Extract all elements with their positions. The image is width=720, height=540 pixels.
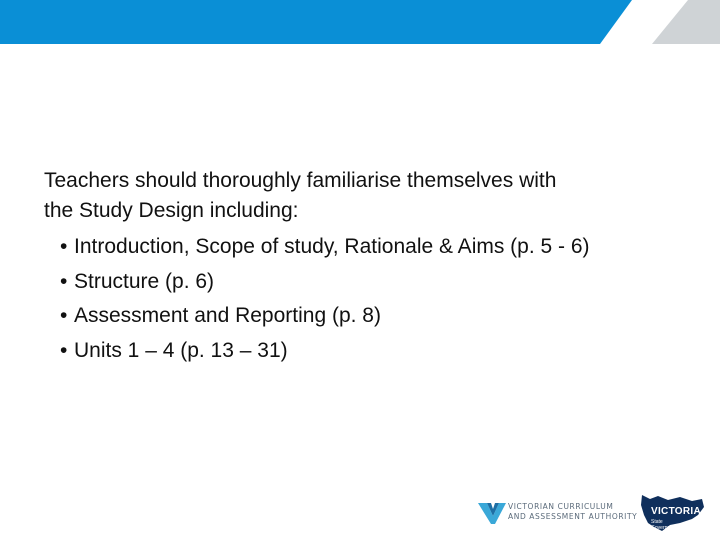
- bullet-item-introduction: • Introduction, Scope of study, Rationale & Aims (p. 5 - 6): [56, 230, 694, 265]
- victoria-subtitle: State Government: [651, 519, 679, 531]
- victoria-logo: [640, 493, 706, 533]
- bullet-item-units: • Units 1 – 4 (p. 13 – 31): [56, 334, 694, 369]
- bullet-item-assessment: • Assessment and Reporting (p. 8): [56, 299, 694, 334]
- vcaa-logo: [478, 498, 638, 528]
- intro-text-line-2: the Study Design including:: [44, 199, 299, 222]
- intro-text-line-1: Teachers should thoroughly familiarise themselves with: [44, 169, 557, 192]
- slide-body: [44, 166, 694, 368]
- vcaa-line-1: VICTORIAN CURRICULUM: [508, 502, 614, 511]
- vcaa-chevron-icon: [478, 500, 508, 526]
- header-grey-stripe: [652, 0, 720, 44]
- bullet-list: [44, 230, 694, 368]
- vcaa-wordmark: [508, 502, 637, 522]
- vcaa-line-2: AND ASSESSMENT AUTHORITY: [508, 512, 638, 521]
- bullet-item-structure: • Structure (p. 6): [56, 265, 694, 300]
- victoria-wordmark: VICTORIA: [651, 506, 701, 517]
- header-blue-band: [0, 0, 632, 44]
- header-band: [0, 0, 720, 44]
